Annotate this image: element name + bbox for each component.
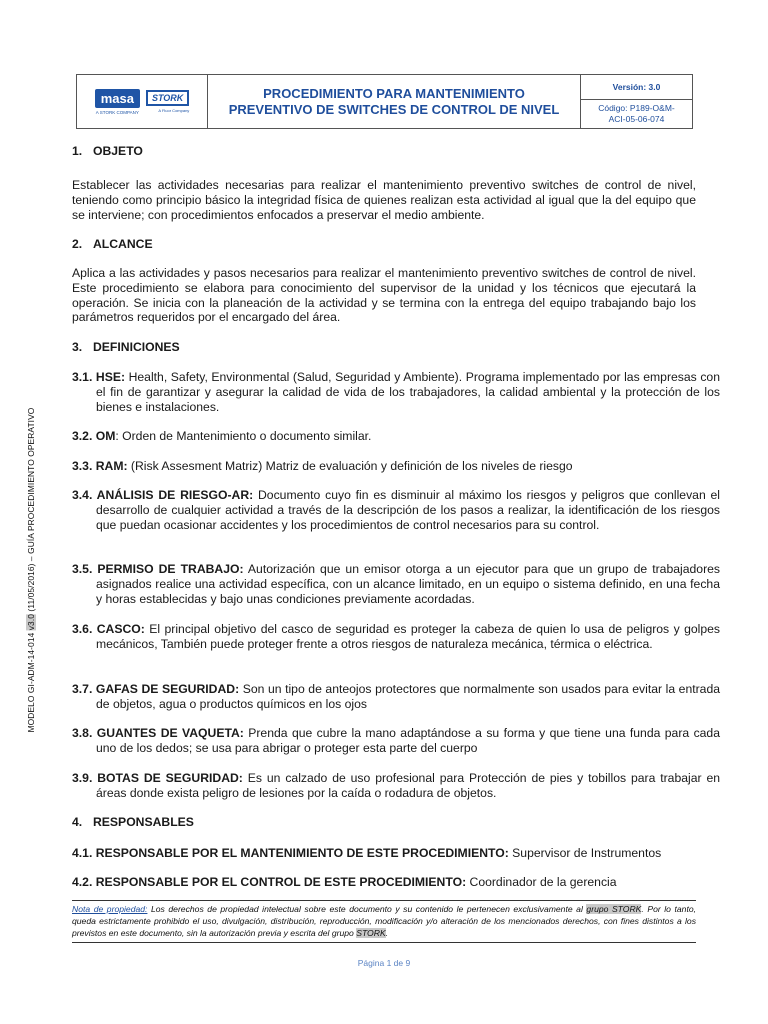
document-model-sidebar: [24, 380, 38, 760]
definition-item: 3.6. CASCO: El principal objetivo del casco de seguridad es proteger la cabeza de quien lo usa de peligros y golpes mecánicos, También puede proteger frente a otros riesgos de naturaleza mecánica, térmica o eléctrica.: [72, 622, 720, 651]
document-version: Versión: 3.0: [581, 75, 692, 100]
model-version: v3.0: [26, 613, 36, 631]
definition-item: 3.7. GAFAS DE SEGURIDAD: Son un tipo de anteojos protectores que normalmente son usados para evitar la entrada de objetos, agua o productos químicos en los ojos: [72, 682, 720, 711]
objeto-paragraph: Establecer las actividades necesarias para realizar el mantenimiento preventivo switches de control de nivel, teniendo como principio básico la integridad física de quienes realizan esta actividad al igual que la del equipo que se interviene; con procedimientos enfocados a preservar el medio ambiente.: [72, 178, 696, 222]
document-title: PROCEDIMIENTO PARA MANTENIMIENTO PREVENTIVO DE SWITCHES DE CONTROL DE NIVEL: [208, 75, 581, 128]
section-heading-responsables: 4. RESPONSABLES: [72, 815, 194, 829]
property-notice: Nota de propiedad: Los derechos de propiedad intelectual sobre este documento y su contenido le pertenecen exclusivamente al grupo STORK. Por lo tanto, queda estrictamente prohibido el uso, divulgación, distribución, reproducción, modificación y/o alteración de los mencionados derechos, con fines distintos a los previstos en este documento, sin la autorización previa y escrita del grupo STORK.: [72, 900, 696, 943]
document-meta: [581, 75, 692, 128]
section-heading-objeto: 1. OBJETO: [72, 144, 143, 158]
model-description: (11/05/2016) – GUÍA PROCEDIMIENTO OPERATIVO: [26, 407, 36, 614]
model-code: MODELO GI-ADM-14-014: [26, 630, 36, 733]
company-logos: [77, 75, 208, 128]
definition-item: 3.5. PERMISO DE TRABAJO: Autorización que un emisor otorga a un ejecutor para que un grupo de trabajadores asignados realice una actividad específica, con un alcance limitado, en un equipo o sistema definido, en una fecha y horas establecidas y bajo unas condiciones previamente acordadas.: [72, 562, 720, 606]
definition-item: 3.1. HSE: Health, Safety, Environmental (Salud, Seguridad y Ambiente). Programa implementado por las empresas con el fin de garantizar y asegurar la calidad de vida de los trabajadores, la calidad ambiental y la protección de los bienes e instalaciones.: [72, 370, 720, 414]
masa-logo: masa A STORK COMPANY: [95, 90, 139, 115]
definition-item: 3.3. RAM: (Risk Assesment Matriz) Matriz de evaluación y definición de los niveles de riesgo: [72, 459, 573, 473]
document-code: Código: P189-O&M- ACI-05-06-074: [598, 103, 675, 124]
model-label: [26, 408, 36, 733]
section-heading-alcance: 2. ALCANCE: [72, 237, 153, 251]
alcance-paragraph: Aplica a las actividades y pasos necesarios para realizar el mantenimiento preventivo switches de control de nivel. Este procedimiento se elabora para conocimiento del supervisor de la unidad y los técnicos que ejecutará la operación. Se inicia con la planeación de la actividad y se termina con la entrega del equipo trabajando bajo los parámetros requeridos por el encargado del área.: [72, 266, 696, 325]
definition-item: 3.9. BOTAS DE SEGURIDAD: Es un calzado de uso profesional para Protección de pies y tobillos para trabajar en áreas donde exista peligro de lesiones por la caída o rodadura de objetos.: [72, 771, 720, 800]
document-header: [76, 74, 693, 129]
stork-logo: STORK A Fluor Company: [146, 90, 189, 113]
page-number: Página 1 de 9: [357, 958, 411, 968]
definition-item: 3.8. GUANTES DE VAQUETA: Prenda que cubre la mano adaptándose a su forma y que tiene una funda para cada uno de los dedos; se usa para abrigar o proteger esta parte del cuerpo: [72, 726, 720, 755]
definition-item: 3.2. OM: Orden de Mantenimiento o documento similar.: [72, 429, 372, 443]
responsible-item: 4.2. RESPONSABLE POR EL CONTROL DE ESTE PROCEDIMIENTO: Coordinador de la gerencia: [72, 875, 617, 889]
section-heading-definiciones: 3. DEFINICIONES: [72, 340, 180, 354]
definition-item: 3.4. ANÁLISIS DE RIESGO-AR: Documento cuyo fin es disminuir al máximo los riesgos y peligros que conllevan el desarrollo de cualquier actividad a través de la descripción de los pasos a realizar, la identificación de los riesgos que puedan ocasionar accidentes y los procedimientos de control necesarios para su control.: [72, 488, 720, 532]
responsible-item: 4.1. RESPONSABLE POR EL MANTENIMIENTO DE ESTE PROCEDIMIENTO: Supervisor de Instrumentos: [72, 846, 662, 860]
